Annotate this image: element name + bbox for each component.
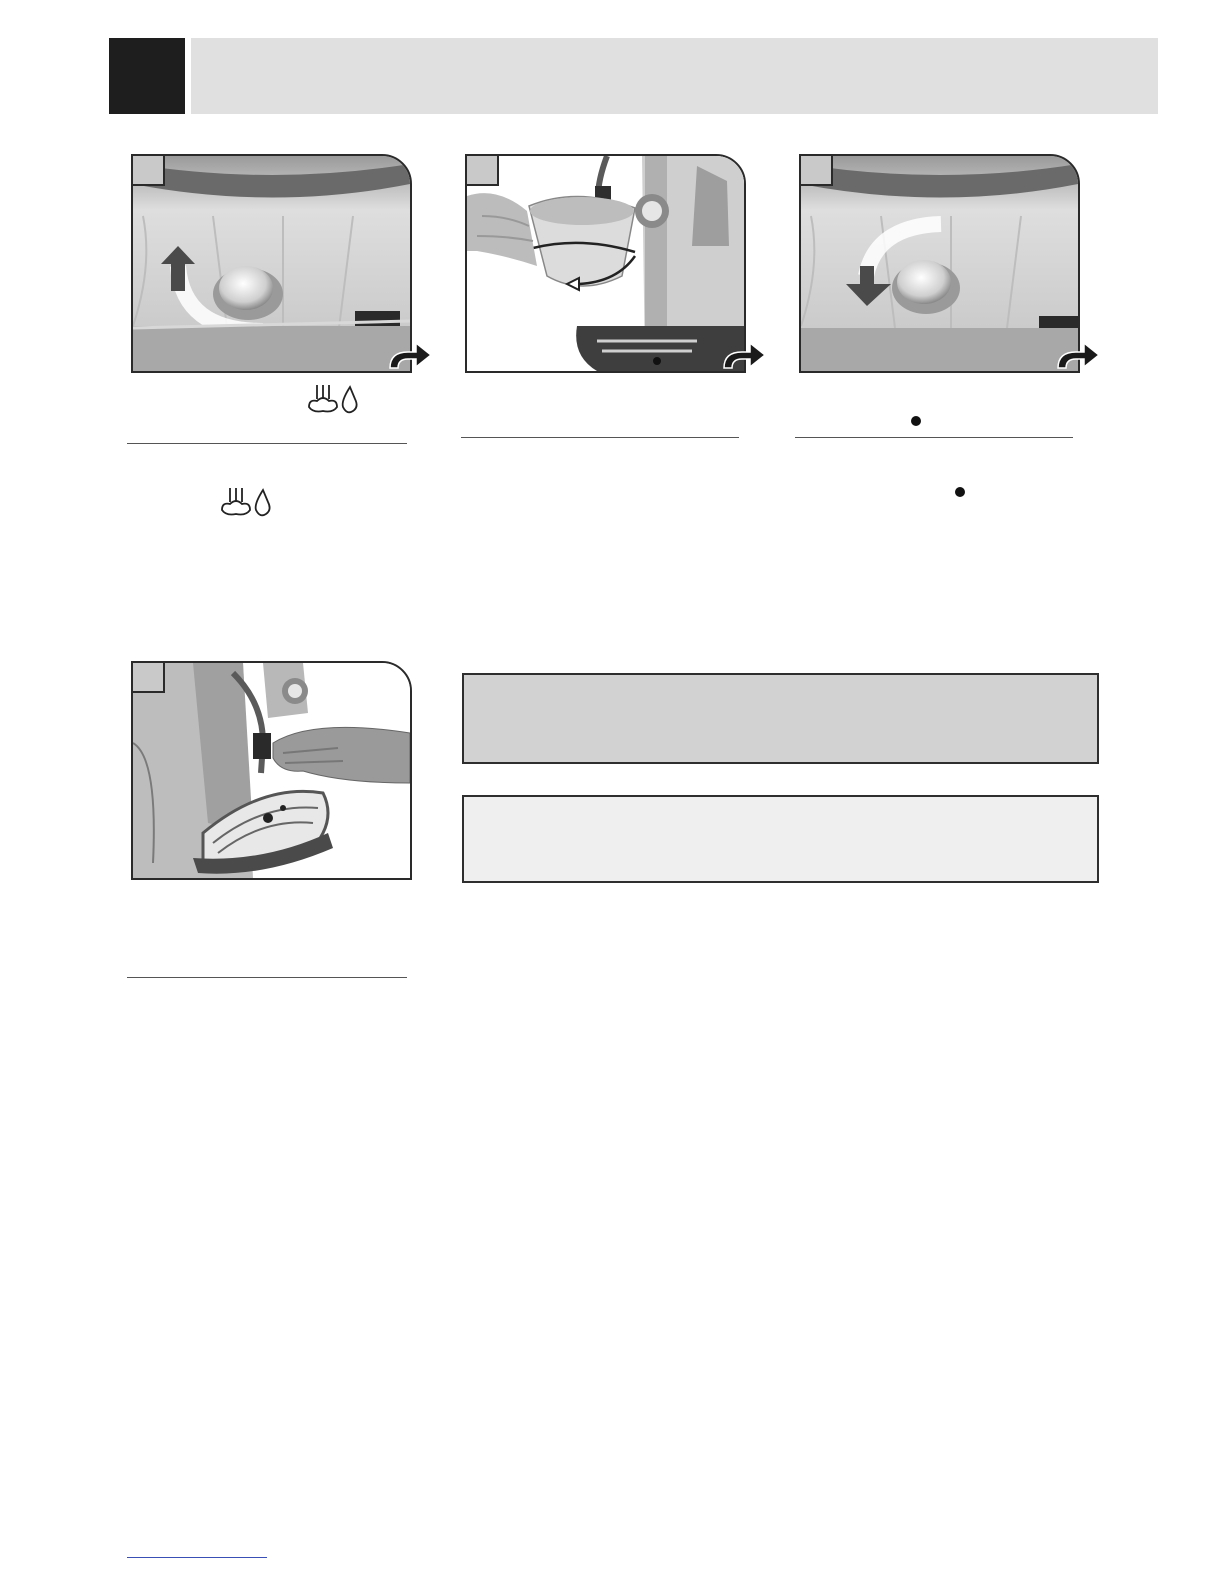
step-4-badge	[131, 661, 165, 693]
next-step-arrow	[1054, 340, 1100, 370]
next-step-arrow	[386, 340, 432, 370]
warning-note-box	[462, 673, 1099, 764]
steam-water-icon	[303, 383, 363, 415]
step-4-divider	[127, 977, 407, 978]
step-4-photo	[131, 661, 412, 880]
footer-link-underline[interactable]	[127, 1557, 267, 1558]
step-1-photo	[131, 154, 412, 373]
next-step-arrow	[720, 340, 766, 370]
step-2-divider	[461, 437, 739, 438]
section-title-bar	[191, 38, 1158, 114]
section-number-block	[109, 38, 185, 114]
step-1-divider	[127, 443, 407, 444]
steam-knob-illustration	[133, 156, 410, 371]
step-1-badge	[131, 154, 165, 186]
step-3-divider	[795, 437, 1073, 438]
steam-water-icon	[216, 486, 276, 518]
info-note-box	[462, 795, 1099, 883]
step-2-badge	[465, 154, 499, 186]
dot-icon	[955, 487, 965, 497]
dot-icon	[911, 416, 921, 426]
step-3-badge	[799, 154, 833, 186]
step-2-photo	[465, 154, 746, 373]
steam-knob-close-illustration	[801, 156, 1078, 371]
cleaning-wand-illustration	[133, 663, 410, 878]
cup-under-wand-illustration	[467, 156, 744, 371]
step-3-photo	[799, 154, 1080, 373]
